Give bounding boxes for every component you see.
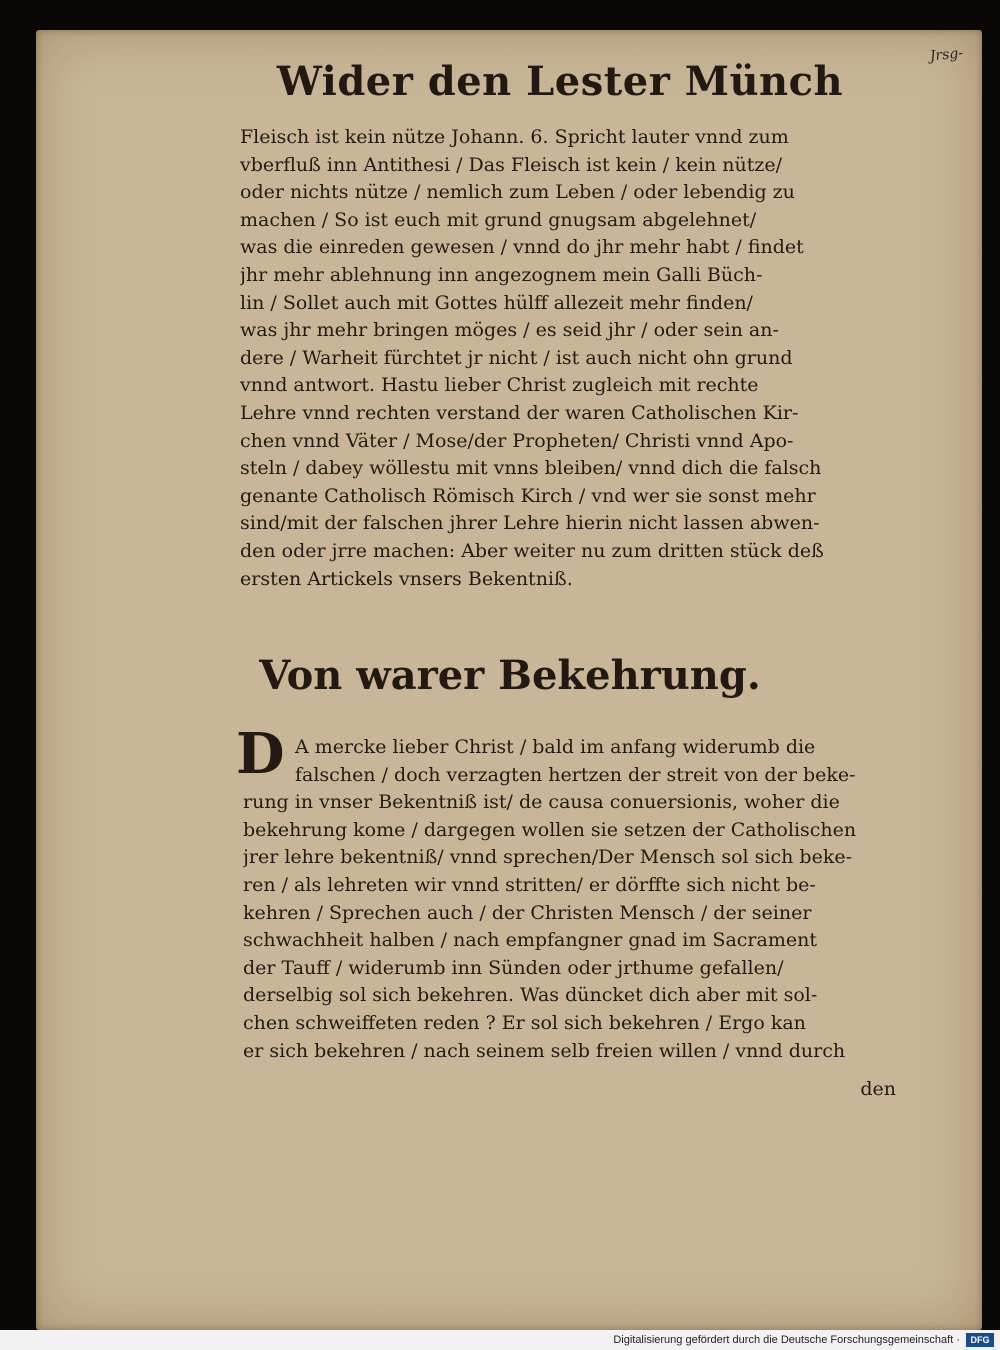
text-line: schwachheit halben / nach empfangner gnad im Sacrament: [243, 929, 817, 952]
drop-capital: D: [236, 721, 285, 787]
running-head: Wider den Lester Münch: [276, 58, 844, 105]
text-line: ren / als lehreten wir vnnd stritten/ er dörffte sich nicht be-: [243, 873, 816, 896]
text-line: vberfluß inn Antithesi / Das Fleisch ist kein / kein nütze/: [240, 153, 783, 176]
text-line: jrer lehre bekentniß/ vnnd sprechen/Der Mensch sol sich beke-: [243, 846, 852, 869]
text-line: genante Catholisch Römisch Kirch / vnd wer sie sonst mehr: [240, 484, 816, 507]
text-line: lin / Sollet auch mit Gottes hülff allezeit mehr finden/: [240, 291, 753, 314]
text-line: was die einreden gewesen / vnnd do jhr mehr habt / findet: [240, 236, 804, 259]
text-line: jhr mehr ablehnung inn angezognem mein Galli Büch-: [240, 263, 763, 286]
text-line: bekehrung kome / dargegen wollen sie setzen der Catholischen: [243, 818, 857, 841]
paragraph-1: [240, 124, 900, 593]
text-line: chen schweiffeten reden ? Er sol sich bekehren / Ergo kan: [243, 1011, 806, 1034]
text-line: kehren / Sprechen auch / der Christen Mensch / der seiner: [243, 901, 812, 924]
text-line: Lehre vnnd rechten verstand der waren Catholischen Kir-: [240, 401, 799, 424]
text-line: rung in vnser Bekentniß ist/ de causa conuersionis, woher die: [243, 791, 840, 814]
text-line: falschen / doch verzagten hertzen der streit von der beke-: [295, 763, 856, 786]
text-line: A mercke lieber Christ / bald im anfang widerumb die: [295, 736, 816, 758]
corner-handwritten-mark: Jrsg-: [929, 45, 964, 65]
funding-credit: Digitalisierung gefördert durch die Deutsche Forschungsgemeinschaft ·: [613, 1334, 960, 1346]
text-line: was jhr mehr bringen möges / es seid jhr / oder sein an-: [240, 319, 779, 342]
text-line: chen vnnd Väter / Mose/der Propheten/ Christi vnnd Apo-: [240, 429, 794, 452]
text-line: oder nichts nütze / nemlich zum Leben / oder lebendig zu: [240, 181, 795, 204]
text-line: sind/mit der falschen jhrer Lehre hierin nicht lassen abwen-: [240, 512, 820, 535]
text-line: er sich bekehren / nach seinem selb freien willen / vnnd durch: [243, 1039, 846, 1062]
text-line: den oder jrre machen: Aber weiter nu zum dritten stück deß: [240, 539, 824, 562]
text-line: vnnd antwort. Hastu lieber Christ zugleich mit rechte: [240, 374, 759, 397]
text-line: der Tauff / widerumb inn Sünden oder jrthume gefallen/: [243, 956, 784, 979]
section-title: Von warer Bekehrung.: [259, 652, 761, 699]
text-line: steln / dabey wöllestu mit vnns bleiben/ vnnd dich die falsch: [240, 457, 822, 480]
text-line: machen / So ist euch mit grund gnugsam abgelehnet/: [240, 208, 757, 231]
text-line: dere / Warheit fürchtet jr nicht / ist auch nicht ohn grund: [240, 346, 793, 369]
text-line: Fleisch ist kein nütze Johann. 6. Spricht lauter vnnd zum: [240, 126, 789, 148]
dfg-logo: DFG: [966, 1333, 994, 1347]
text-line: ersten Artickels vnsers Bekentniß.: [240, 567, 573, 590]
text-line: derselbig sol sich bekehren. Was düncket dich aber mit sol-: [243, 984, 818, 1007]
paragraph-2: [243, 734, 903, 1065]
catchword: den: [860, 1078, 896, 1100]
